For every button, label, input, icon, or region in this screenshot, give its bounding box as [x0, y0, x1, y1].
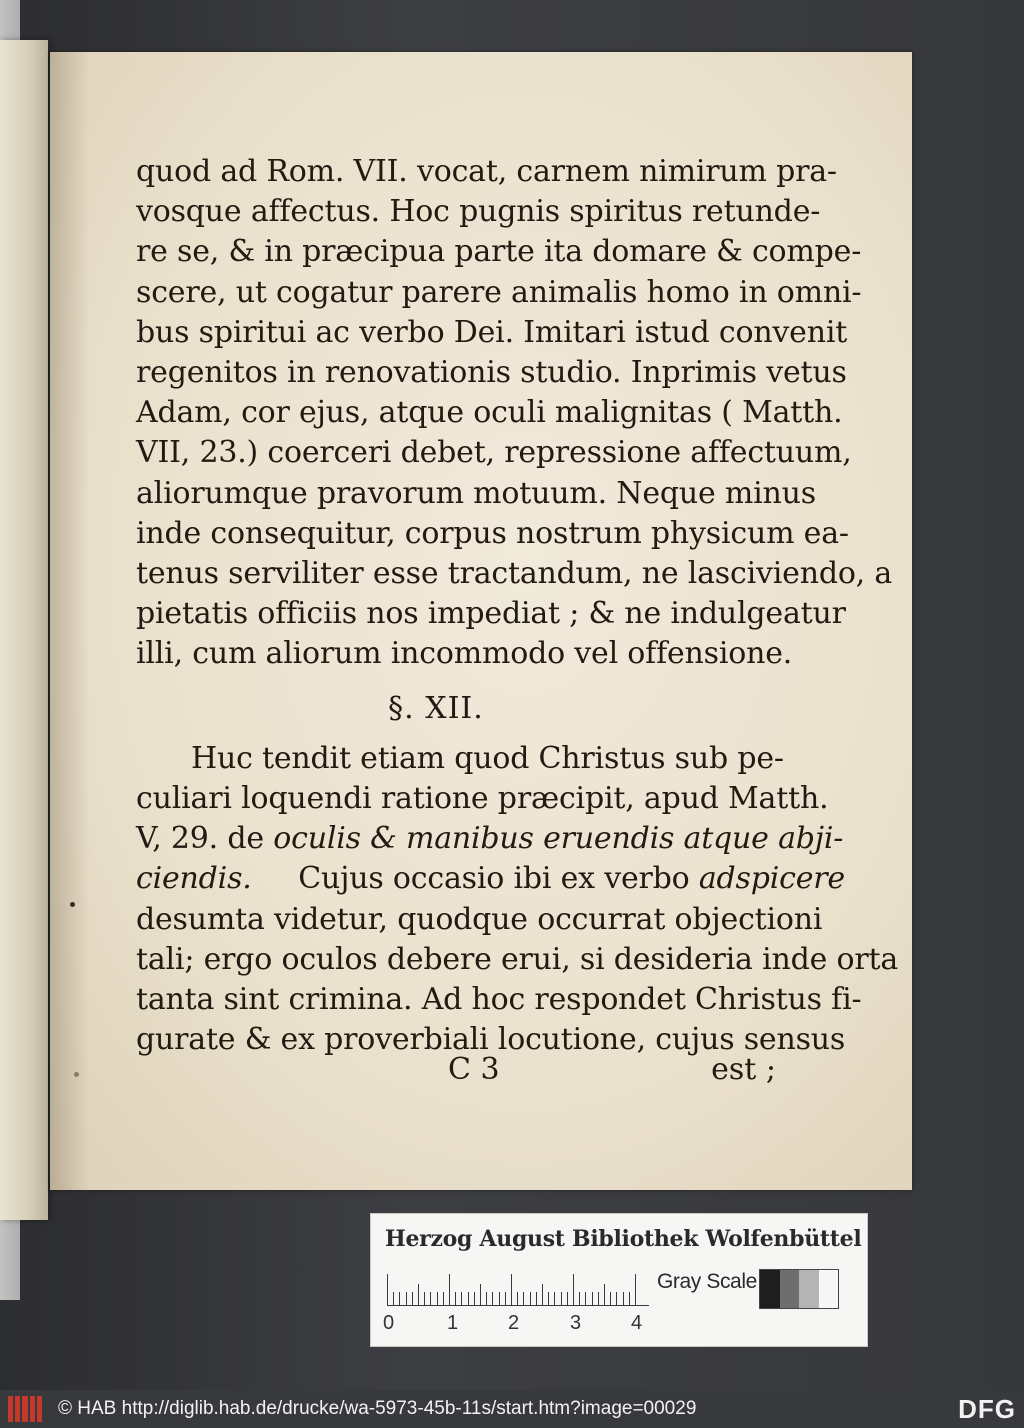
ruler-tick — [499, 1292, 500, 1306]
ruler-tick — [610, 1292, 611, 1306]
text-line: tali; ergo oculos debere erui, si desideria inde orta — [136, 941, 899, 977]
ruler-tick — [492, 1292, 493, 1306]
gray-scale-swatches — [759, 1269, 839, 1309]
ruler-tick — [536, 1292, 537, 1306]
text-line: regenitos in renovationis studio. Inprimis vetus — [136, 355, 847, 391]
ruler-tick — [561, 1292, 562, 1306]
text-line: tanta sint crimina. Ad hoc respondet Christus fi- — [136, 982, 862, 1018]
text-line: pietatis officiis nos impediat ; & ne indulgeatur — [136, 596, 846, 632]
text-line: re se, & in præcipua parte ita domare & compe- — [136, 234, 862, 270]
ruler-number: 2 — [508, 1312, 520, 1334]
text-line: VII, 23.) coerceri debet, repressione affectuum, — [136, 435, 852, 471]
text-line: inde consequitur, corpus nostrum physicum ea- — [136, 515, 849, 551]
ruler-tick — [424, 1292, 425, 1306]
ruler-tick — [530, 1292, 531, 1306]
catchword: est ; — [711, 1052, 776, 1087]
gray-swatch — [799, 1270, 819, 1308]
ruler-number: 4 — [631, 1312, 643, 1334]
source-url[interactable]: © HAB http://diglib.hab.de/drucke/wa-5973-45b-11s/start.htm?image=00029 — [58, 1398, 697, 1419]
ruler-tick — [542, 1284, 543, 1306]
ruler-tick — [511, 1274, 512, 1306]
ruler-tick — [399, 1292, 400, 1306]
ruler-tick — [387, 1274, 388, 1306]
text-line: tenus serviliter esse tractandum, ne lasciviendo, a — [136, 556, 893, 592]
italic-text: adspicere — [698, 861, 845, 897]
ruler-tick — [393, 1292, 394, 1306]
ruler-tick — [635, 1274, 636, 1306]
ruler-tick — [437, 1292, 438, 1306]
ruler-tick — [573, 1274, 574, 1306]
gray-swatch — [819, 1270, 839, 1308]
italic-text: ciendis. — [136, 861, 252, 897]
gutter-shadow — [50, 52, 90, 1190]
ruler-tick — [468, 1292, 469, 1306]
margin-mark — [70, 902, 75, 907]
ruler-tick — [554, 1292, 555, 1306]
library-name: Herzog August Bibliothek Wolfenbüttel — [385, 1226, 862, 1252]
page-footer — [136, 1052, 776, 1092]
ruler-tick — [629, 1292, 630, 1306]
text-line: Huc tendit etiam quod Christus sub pe- — [191, 740, 784, 776]
text-line: illi, cum aliorum incommodo vel offensione. — [136, 636, 793, 672]
text-fragment: V, 29. de — [136, 821, 274, 857]
viewer-footer-bar — [0, 1390, 1024, 1428]
ruler-number: 1 — [447, 1312, 459, 1334]
italic-text: oculis & manibus eruendis atque abji- — [273, 821, 844, 857]
text-line — [136, 819, 844, 859]
text-line: vosque affectus. Hoc pugnis spiritus retunde- — [136, 194, 821, 230]
ruler-number: 0 — [383, 1312, 395, 1334]
ruler-tick — [616, 1292, 617, 1306]
text-line: culiari loquendi ratione præcipit, apud Matth. — [136, 781, 829, 817]
ruler-tick — [455, 1292, 456, 1306]
margin-mark — [74, 1072, 79, 1077]
ruler-tick — [430, 1292, 431, 1306]
text-line — [136, 859, 845, 899]
ruler-tick — [623, 1292, 624, 1306]
text-line: scere, ut cogatur parere animalis homo in omni- — [136, 274, 862, 310]
ruler-tick — [567, 1292, 568, 1306]
ruler-tick — [598, 1292, 599, 1306]
text-line: aliorumque pravorum motuum. Neque minus — [136, 475, 816, 511]
ruler-tick — [418, 1284, 419, 1306]
ruler-tick — [592, 1292, 593, 1306]
facing-page-edge — [0, 40, 48, 1220]
text-fragment: Cujus occasio ibi ex verbo — [251, 861, 699, 897]
book-page — [50, 52, 912, 1190]
text-line: Adam, cor ejus, atque oculi malignitas ( Matth. — [136, 395, 843, 431]
ruler-tick — [443, 1292, 444, 1306]
ruler-tick — [505, 1292, 506, 1306]
ruler-tick — [517, 1292, 518, 1306]
gray-swatch — [780, 1270, 800, 1308]
ruler-tick — [579, 1292, 580, 1306]
section-heading: §. XII. — [388, 690, 484, 726]
ruler-tick — [406, 1292, 407, 1306]
ruler-tick — [523, 1292, 524, 1306]
text-line: gurate & ex proverbiali locutione, cujus sensus — [136, 1022, 846, 1058]
ruler-tick — [585, 1292, 586, 1306]
ruler-tick — [604, 1284, 605, 1306]
color-reference-card — [370, 1213, 868, 1347]
ruler-tick — [480, 1284, 481, 1306]
ruler-tick — [548, 1292, 549, 1306]
ruler-tick — [449, 1274, 450, 1306]
scale-ruler — [387, 1272, 649, 1306]
ruler-tick — [486, 1292, 487, 1306]
dfg-logo: DFG — [958, 1394, 1016, 1424]
signature-mark: C 3 — [448, 1052, 500, 1087]
hab-logo-icon — [8, 1396, 42, 1422]
ruler-tick — [474, 1292, 475, 1306]
page-text — [136, 152, 899, 1060]
ruler-tick — [461, 1292, 462, 1306]
text-line: bus spiritui ac verbo Dei. Imitari istud convenit — [136, 314, 848, 350]
text-line: quod ad Rom. VII. vocat, carnem nimirum pra- — [136, 154, 837, 189]
ruler-tick — [412, 1292, 413, 1306]
ruler-number: 3 — [570, 1312, 582, 1334]
gray-swatch — [760, 1270, 780, 1308]
text-line: desumta videtur, quodque occurrat objectioni — [136, 901, 823, 937]
gray-scale-label: Gray Scale — [657, 1270, 757, 1293]
